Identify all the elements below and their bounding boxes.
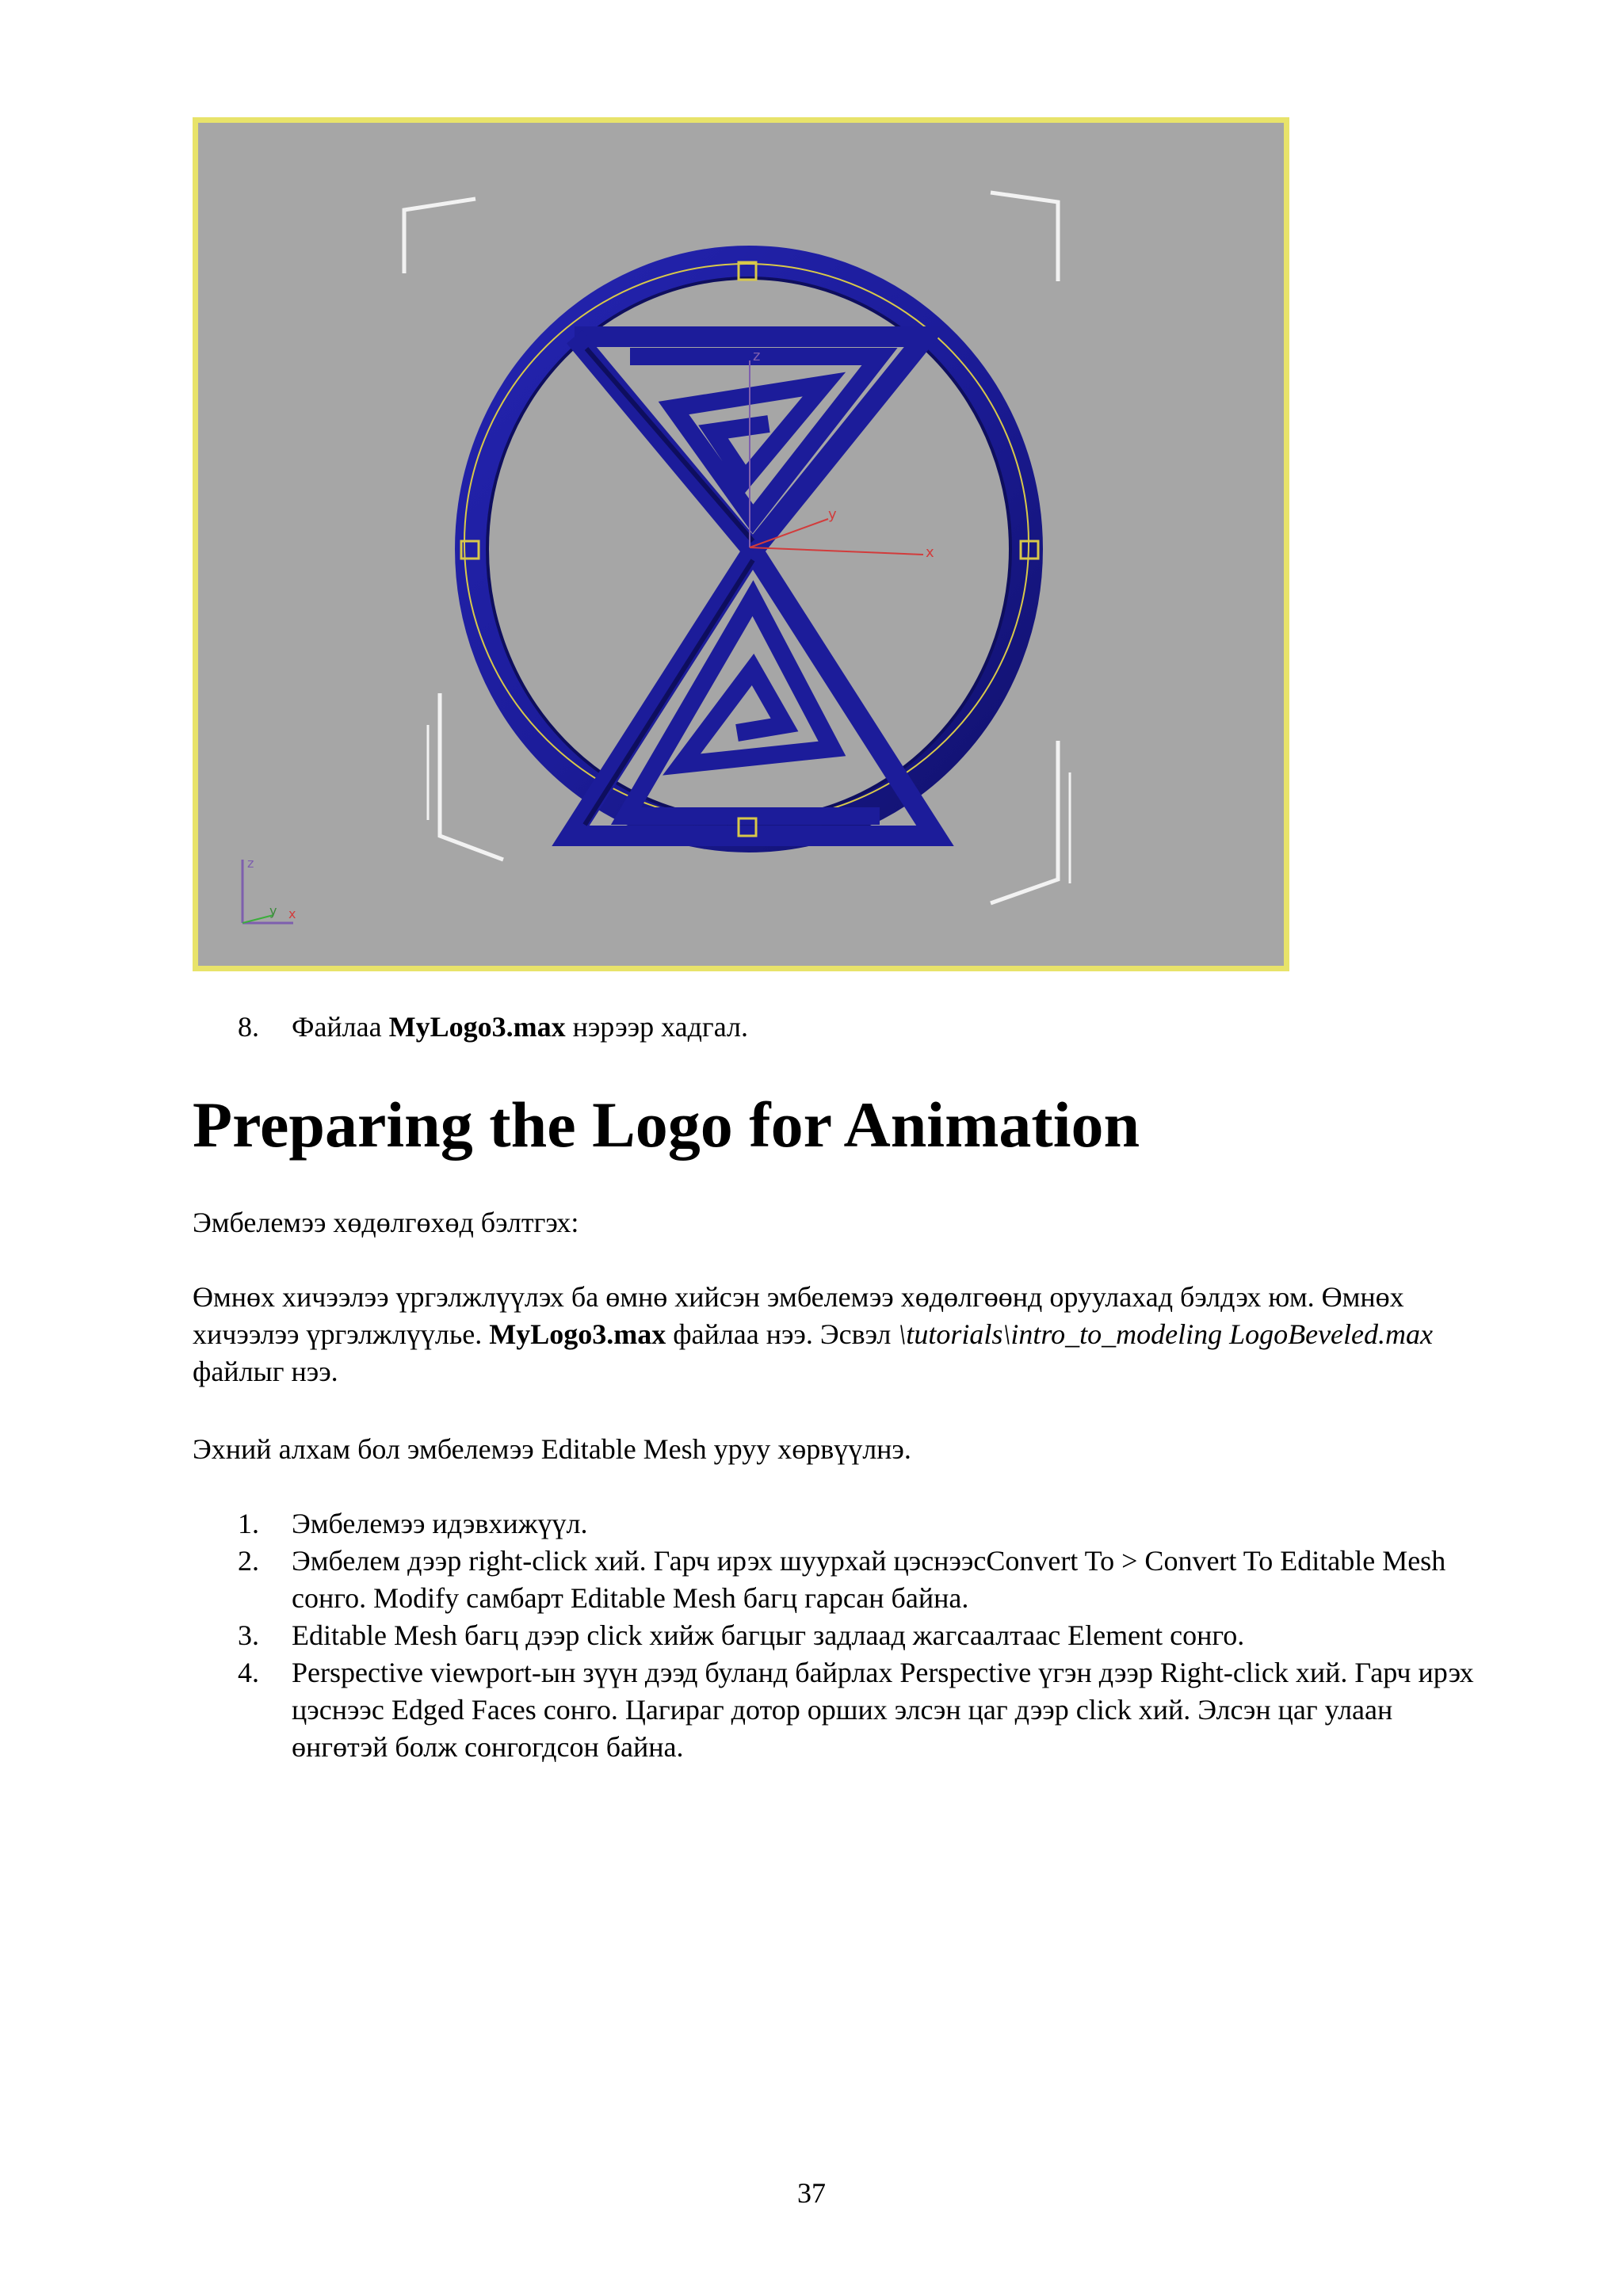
bracket-bottom-left — [440, 693, 503, 860]
bracket-top-right — [991, 193, 1058, 281]
svg-text:x: x — [926, 544, 934, 561]
list-item-text: Perspective viewport-ын зүүн дээд буланд байрлах Perspective үгэн дээр Right-click хий. Гарч ирэх цэснээс Edged Faces сонго. Цагираг дотор орших элсэн цаг дээр click хий. Элсэн цаг улаан өнгөтэй болж сонгогдсон байна. — [292, 1657, 1474, 1763]
svg-text:y: y — [269, 903, 277, 918]
first-step-paragraph: Эхний алхам бол эмбелемээ Editable Mesh уруу хөрвүүлнэ. — [193, 1433, 911, 1465]
bracket-bottom-right — [991, 741, 1058, 903]
step-8 — [238, 1009, 748, 1044]
list-item-text: Эмбелем дээр right-click хий. Гарч ирэх шуурхай цэснээсConvert To > Convert To Editable Mesh сонго. Modify самбарт Editable Mesh багц гарсан байна. — [292, 1545, 1446, 1614]
intro-text-3: файлыг нээ. — [193, 1356, 338, 1387]
step-number: 8. — [238, 1011, 259, 1043]
list-item — [238, 1654, 1490, 1766]
step-filename: MyLogo3.max — [388, 1011, 566, 1043]
selection-bracket-group — [404, 193, 1070, 903]
logo-render — [198, 123, 1284, 966]
intro-text-1: Өмнөх хичээлээ үргэлжлүүлэх ба өмнө хийсэн эмбелемээ хөдөлгөөнд оруулахад бэлдэх юм. Өмнөх хичээлээ үргэлжлүүлье. — [193, 1281, 1404, 1350]
intro-filename: MyLogo3.max — [489, 1318, 666, 1350]
step-text-after: нэрээр хадгал. — [565, 1011, 748, 1043]
section-subtitle: Эмбелемээ хөдөлгөхөд бэлтгэх: — [193, 1207, 579, 1238]
svg-text:z: z — [753, 348, 761, 364]
intro-path: \tutorials\intro_to_modeling LogoBeveled.max — [898, 1318, 1433, 1350]
step-text-before: Файлаа — [292, 1011, 389, 1043]
list-item — [238, 1543, 1490, 1617]
list-item-number: 2. — [238, 1545, 259, 1577]
svg-text:y: y — [828, 506, 837, 523]
viewport-figure — [193, 117, 1289, 971]
section-heading: Preparing the Logo for Animation — [193, 1089, 1140, 1161]
axis-triad-icon — [242, 856, 296, 923]
svg-text:z: z — [247, 856, 254, 871]
list-item-text: Эмбелемээ идэвхижүүл. — [292, 1508, 588, 1539]
list-item-text: Editable Mesh багц дээр click хийж багцыг задлаад жагсаалтаас Element сонго. — [292, 1619, 1245, 1651]
list-item-number: 3. — [238, 1619, 259, 1651]
steps-list — [238, 1505, 1490, 1766]
list-item-number: 1. — [238, 1508, 259, 1539]
page-number: 37 — [797, 2177, 826, 2209]
list-item — [238, 1505, 1490, 1543]
intro-text-2: файлаа нээ. Эсвэл — [666, 1318, 899, 1350]
list-item-number: 4. — [238, 1657, 259, 1688]
intro-paragraph — [193, 1279, 1476, 1390]
bracket-top-left — [404, 199, 475, 273]
list-item — [238, 1617, 1490, 1654]
svg-text:x: x — [288, 906, 296, 921]
